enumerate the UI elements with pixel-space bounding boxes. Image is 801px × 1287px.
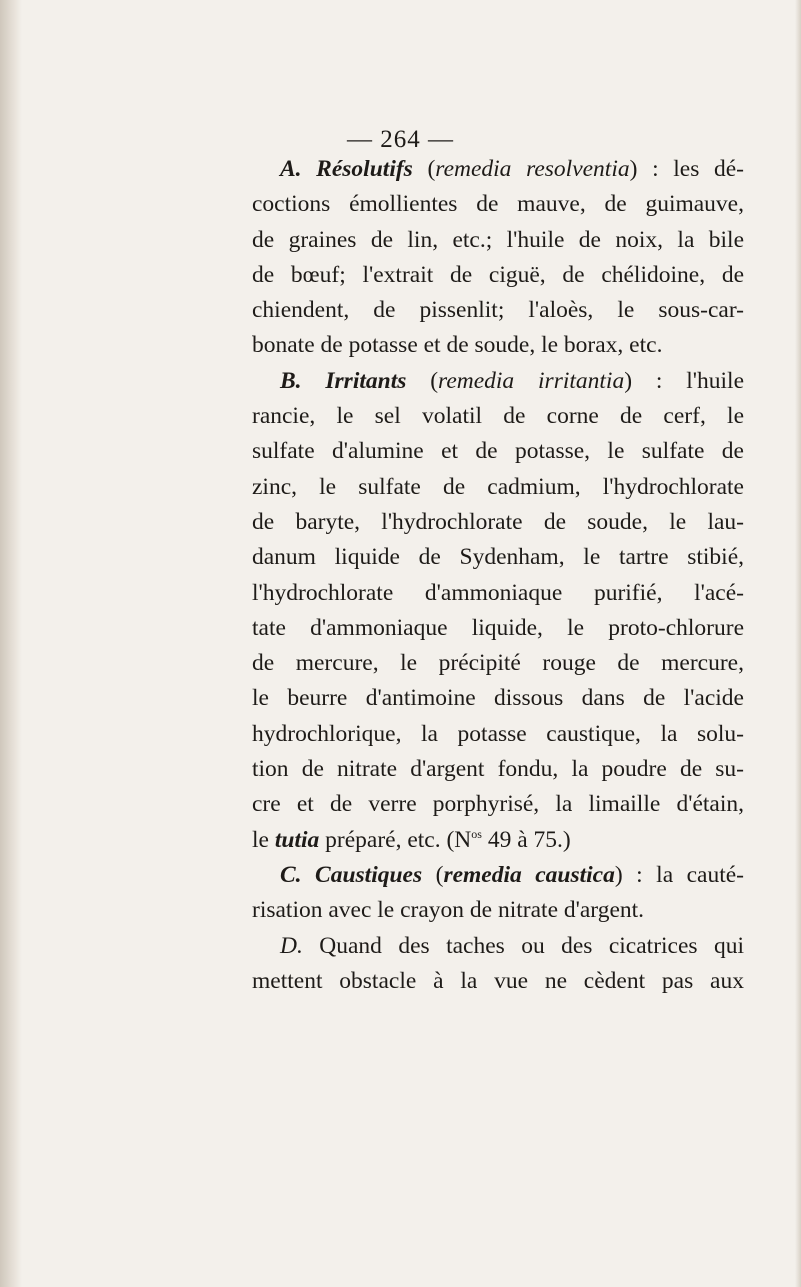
text-segment: 49 à 75.): [481, 826, 571, 853]
text-segment: zinc, le sulfate de cadmium, l'hydrochlorate: [252, 473, 744, 500]
text-segment: de mercure, le précipité rouge de mercure,: [252, 650, 744, 677]
text-line: [252, 328, 744, 363]
text-segment: hydrochlorique, la potasse caustique, la solu-: [252, 720, 744, 747]
text-segment: tate d'ammoniaque liquide, le proto-chlorure: [252, 614, 744, 641]
emphasis-heading: C. Caustiques: [280, 861, 423, 888]
body-text: [252, 152, 744, 999]
text-line: [252, 364, 744, 399]
text-line: [252, 646, 744, 681]
text-segment: de graines de lin, etc.; l'huile de noix, la bile: [252, 226, 744, 253]
text-line: [252, 681, 744, 716]
text-line: [252, 187, 744, 222]
page-edge-shadow: [795, 0, 801, 1287]
text-line: [252, 223, 744, 258]
emphasis-heading: tutia: [274, 826, 320, 853]
text-segment: le beurre d'antimoine dissous dans de l'acide: [252, 685, 744, 712]
text-segment: de bœuf; l'extrait de ciguë, de chélidoine, de: [252, 261, 744, 288]
text-segment: danum liquide de Sydenham, le tartre stibié,: [252, 544, 744, 571]
text-segment: risation avec le crayon de nitrate d'argent.: [252, 897, 645, 924]
text-line: [252, 752, 744, 787]
text-line: [252, 964, 744, 999]
text-line: [252, 399, 744, 434]
text-line: [252, 717, 744, 752]
text-segment: (: [412, 156, 436, 182]
italic-text: remedia irritantia: [438, 367, 625, 394]
text-line: [252, 540, 744, 575]
text-segment: l'hydrochlorate d'ammoniaque purifié, l'acé-: [252, 579, 744, 606]
text-segment: de baryte, l'hydrochlorate de soude, le lau-: [252, 508, 744, 535]
text-segment: (: [422, 861, 444, 888]
page-number: — 264 —: [347, 126, 454, 153]
text-segment: chiendent, de pissenlit; l'aloès, le sous-car-: [252, 297, 744, 324]
text-line: [252, 505, 744, 540]
superscript: os: [471, 826, 482, 841]
text-line: [252, 611, 744, 646]
text-line: [252, 470, 744, 505]
text-segment: (: [406, 367, 439, 394]
text-line: [252, 787, 744, 822]
book-gutter-shadow: [0, 0, 22, 1287]
emphasis-heading: B. Irritants: [280, 367, 407, 394]
text-line: [252, 823, 744, 858]
text-segment: rancie, le sel volatil de corne de cerf, le: [252, 403, 744, 430]
text-segment: préparé, etc. (N: [319, 826, 472, 853]
text-line: [252, 893, 744, 928]
text-line: [252, 576, 744, 611]
text-segment: sulfate d'alumine et de potasse, le sulfate de: [252, 438, 744, 465]
emphasis-heading: remedia caustica: [443, 861, 615, 888]
text-line: [252, 152, 744, 187]
italic-text: remedia resolventia: [435, 156, 630, 182]
text-line: [252, 929, 744, 964]
text-segment: Quand des taches ou des cicatrices qui: [302, 932, 744, 959]
text-line: [252, 434, 744, 469]
italic-text: D.: [280, 932, 303, 959]
text-line: [252, 258, 744, 293]
text-line: [252, 858, 744, 893]
text-segment: ) : les dé-: [629, 156, 745, 182]
text-segment: bonate de potasse et de soude, le borax, etc.: [252, 332, 663, 359]
text-segment: le: [252, 826, 275, 853]
text-segment: mettent obstacle à la vue ne cèdent pas aux: [252, 967, 744, 994]
text-segment: tion de nitrate d'argent fondu, la poudre de su-: [252, 756, 744, 783]
text-segment: cre et de verre porphyrisé, la limaille d'étain,: [252, 791, 744, 818]
text-segment: ) : l'huile: [624, 367, 745, 394]
emphasis-heading: A. Résolutifs: [280, 156, 413, 182]
text-line: [252, 293, 744, 328]
text-segment: ) : la cauté-: [614, 861, 745, 888]
text-segment: coctions émollientes de mauve, de guimauve,: [252, 191, 744, 218]
